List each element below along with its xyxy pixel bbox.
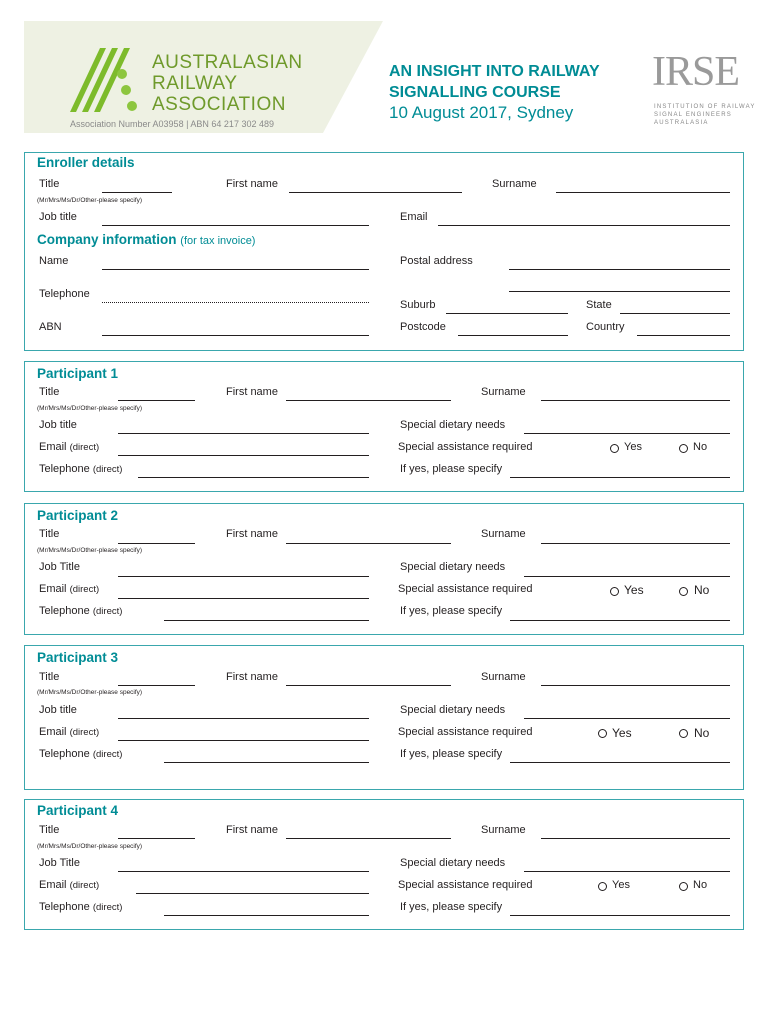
- participant-1-specify-field[interactable]: [510, 477, 730, 478]
- participant-3-no-label: No: [694, 726, 710, 740]
- participant-2-yes-radio[interactable]: [610, 587, 619, 596]
- participant-3-job-title-label: Job title: [39, 704, 77, 716]
- participant-2-dietary-field[interactable]: [524, 576, 730, 577]
- company-heading-text: Company information: [37, 232, 177, 247]
- participant-1-surname-label: Surname: [481, 386, 526, 398]
- country-field[interactable]: [637, 335, 730, 336]
- participant-3-surname-field[interactable]: [541, 685, 730, 686]
- participant-3-specify-field[interactable]: [510, 762, 730, 763]
- participant-4-section: [24, 799, 744, 930]
- participant-1-yes-radio[interactable]: [610, 444, 619, 453]
- participant-3-dietary-label: Special dietary needs: [400, 704, 506, 716]
- enroller-surname-label: Surname: [492, 178, 537, 190]
- state-field[interactable]: [620, 313, 730, 314]
- participant-4-phone-field[interactable]: [164, 915, 369, 916]
- participant-4-surname-label: Surname: [481, 824, 526, 836]
- participant-3-no-radio[interactable]: [679, 729, 688, 738]
- participant-2-job-title-field[interactable]: [118, 576, 369, 577]
- participant-1-heading: Participant 1: [37, 366, 119, 381]
- course-title-line-2: SIGNALLING COURSE: [389, 84, 561, 101]
- participant-1-email-label: [39, 441, 99, 453]
- participant-3-first-name-label: First name: [226, 671, 278, 683]
- participant-4-phone-text: Telephone: [39, 901, 90, 913]
- irse-sub-line-3: AUSTRALASIA: [654, 120, 709, 126]
- participant-2-email-label: [39, 583, 99, 595]
- participant-2-email-field[interactable]: [118, 598, 369, 599]
- postcode-field[interactable]: [458, 335, 568, 336]
- participant-4-assistance-label: Special assistance required: [398, 879, 533, 891]
- participant-1-title-field[interactable]: [118, 400, 195, 401]
- participant-4-job-title-label: Job Title: [39, 857, 80, 869]
- irse-sub-line-2: SIGNAL ENGINEERS: [654, 112, 732, 118]
- participant-3-email-note: (direct): [69, 727, 100, 738]
- enroller-first-name-field[interactable]: [289, 192, 462, 193]
- participant-1-job-title-field[interactable]: [118, 433, 369, 434]
- participant-4-dietary-label: Special dietary needs: [400, 857, 506, 869]
- participant-1-job-title-label: Job title: [39, 419, 77, 431]
- participant-4-email-label: [39, 879, 99, 891]
- participant-4-first-name-field[interactable]: [286, 838, 451, 839]
- enroller-email-field[interactable]: [438, 225, 730, 226]
- ara-logo-mark: [66, 44, 146, 116]
- participant-2-phone-text: Telephone: [39, 605, 90, 617]
- company-name-label: Name: [39, 255, 69, 267]
- company-heading: [37, 232, 255, 247]
- participant-4-title-hint: (Mr/Mrs/Ms/Dr/Other-please specify): [37, 843, 143, 850]
- participant-3-phone-text: Telephone: [39, 748, 90, 760]
- postal-address-field[interactable]: [509, 269, 730, 270]
- participant-4-job-title-field[interactable]: [118, 871, 369, 872]
- participant-3-email-label: [39, 726, 99, 738]
- participant-3-yes-label: Yes: [612, 726, 632, 740]
- participant-3-title-label: Title: [39, 671, 60, 683]
- participant-1-email-note: (direct): [69, 442, 100, 453]
- participant-1-specify-label: If yes, please specify: [400, 463, 503, 475]
- course-title: [389, 61, 600, 103]
- participant-1-surname-field[interactable]: [541, 400, 730, 401]
- participant-3-job-title-field[interactable]: [118, 718, 369, 719]
- participant-4-no-radio[interactable]: [679, 882, 688, 891]
- country-label: Country: [586, 321, 625, 333]
- participant-4-title-label: Title: [39, 824, 60, 836]
- enroller-email-label: Email: [400, 211, 428, 223]
- company-telephone-field[interactable]: [102, 302, 369, 303]
- abn-label: ABN: [39, 321, 62, 333]
- participant-3-surname-label: Surname: [481, 671, 526, 683]
- participant-3-phone-note: (direct): [92, 749, 123, 760]
- participant-2-first-name-field[interactable]: [286, 543, 451, 544]
- participant-4-surname-field[interactable]: [541, 838, 730, 839]
- participant-4-first-name-label: First name: [226, 824, 278, 836]
- enroller-title-field[interactable]: [102, 192, 172, 193]
- participant-1-email-field[interactable]: [118, 455, 369, 456]
- irse-logo: IRSE: [652, 49, 740, 95]
- participant-1-first-name-label: First name: [226, 386, 278, 398]
- course-date: 10 August 2017, Sydney: [389, 103, 574, 122]
- participant-2-surname-field[interactable]: [541, 543, 730, 544]
- participant-2-specify-label: If yes, please specify: [400, 605, 503, 617]
- participant-1-email-text: Email: [39, 441, 67, 453]
- participant-3-assistance-label: Special assistance required: [398, 726, 533, 738]
- association-number: Association Number A03958 | ABN 64 217 302 489: [70, 119, 274, 129]
- participant-4-heading: Participant 4: [37, 803, 119, 818]
- participant-1-title-hint: (Mr/Mrs/Ms/Dr/Other-please specify): [37, 405, 143, 412]
- participant-2-dietary-label: Special dietary needs: [400, 561, 506, 573]
- participant-3-phone-label: [39, 748, 122, 760]
- participant-2-assistance-label: Special assistance required: [398, 583, 533, 595]
- enroller-section: [24, 152, 744, 351]
- logo-line-3: ASSOCIATION: [152, 94, 286, 115]
- enroller-first-name-label: First name: [226, 178, 278, 190]
- participant-2-section: [24, 503, 744, 635]
- abn-field[interactable]: [102, 335, 369, 336]
- participant-4-specify-label: If yes, please specify: [400, 901, 503, 913]
- participant-2-title-hint: (Mr/Mrs/Ms/Dr/Other-please specify): [37, 547, 143, 554]
- participant-3-email-field[interactable]: [118, 740, 369, 741]
- participant-3-first-name-field[interactable]: [286, 685, 451, 686]
- participant-4-title-field[interactable]: [118, 838, 195, 839]
- postal-address-field-2[interactable]: [509, 291, 730, 292]
- postcode-label: Postcode: [400, 321, 446, 333]
- participant-1-phone-field[interactable]: [138, 477, 369, 478]
- participant-3-dietary-field[interactable]: [524, 718, 730, 719]
- suburb-field[interactable]: [446, 313, 568, 314]
- logo-line-2: RAILWAY: [152, 73, 238, 94]
- participant-1-assistance-label: Special assistance required: [398, 441, 533, 453]
- participant-2-email-note: (direct): [69, 584, 100, 595]
- participant-4-no-label: No: [693, 879, 708, 891]
- participant-1-phone-note: (direct): [92, 464, 123, 475]
- participant-4-dietary-field[interactable]: [524, 871, 730, 872]
- course-title-line-1: AN INSIGHT INTO RAILWAY: [389, 63, 600, 80]
- participant-2-job-title-label: Job Title: [39, 561, 80, 573]
- participant-1-no-label: No: [693, 441, 708, 453]
- participant-1-first-name-field[interactable]: [286, 400, 451, 401]
- company-name-field[interactable]: [102, 269, 369, 270]
- participant-1-no-radio[interactable]: [679, 444, 688, 453]
- participant-2-no-label: No: [694, 583, 710, 597]
- participant-1-section: [24, 361, 744, 492]
- company-telephone-label: Telephone: [39, 288, 90, 300]
- participant-2-phone-label: [39, 605, 122, 617]
- participant-4-phone-label: [39, 901, 122, 913]
- company-heading-note: (for tax invoice): [180, 235, 256, 247]
- participant-4-phone-note: (direct): [92, 902, 123, 913]
- postal-address-label: Postal address: [400, 255, 473, 267]
- participant-2-title-label: Title: [39, 528, 60, 540]
- participant-3-title-field[interactable]: [118, 685, 195, 686]
- participant-2-email-text: Email: [39, 583, 67, 595]
- participant-2-title-field[interactable]: [118, 543, 195, 544]
- participant-2-no-radio[interactable]: [679, 587, 688, 596]
- participant-3-specify-label: If yes, please specify: [400, 748, 503, 760]
- participant-3-title-hint: (Mr/Mrs/Ms/Dr/Other-please specify): [37, 689, 143, 696]
- participant-3-yes-radio[interactable]: [598, 729, 607, 738]
- participant-4-yes-radio[interactable]: [598, 882, 607, 891]
- participant-4-email-field[interactable]: [136, 893, 369, 894]
- participant-4-yes-label: Yes: [612, 879, 630, 891]
- participant-1-phone-label: [39, 463, 122, 475]
- logo-line-1: AUSTRALASIAN: [152, 52, 303, 73]
- participant-2-first-name-label: First name: [226, 528, 278, 540]
- participant-1-title-label: Title: [39, 386, 60, 398]
- enroller-job-title-label: Job title: [39, 211, 77, 223]
- enroller-title-hint: (Mr/Mrs/Ms/Dr/Other-please specify): [37, 197, 143, 204]
- participant-2-surname-label: Surname: [481, 528, 526, 540]
- enroller-heading: Enroller details: [37, 155, 135, 170]
- participant-4-specify-field[interactable]: [510, 915, 730, 916]
- participant-2-yes-label: Yes: [624, 583, 644, 597]
- enroller-title-label: Title: [39, 178, 60, 190]
- suburb-label: Suburb: [400, 299, 436, 311]
- enroller-surname-field[interactable]: [556, 192, 730, 193]
- enroller-job-title-field[interactable]: [102, 225, 369, 226]
- participant-1-yes-label: Yes: [624, 441, 642, 453]
- participant-3-phone-field[interactable]: [164, 762, 369, 763]
- participant-1-dietary-label: Special dietary needs: [400, 419, 506, 431]
- state-label: State: [586, 299, 612, 311]
- participant-1-phone-text: Telephone: [39, 463, 90, 475]
- participant-2-heading: Participant 2: [37, 508, 119, 523]
- participant-4-email-text: Email: [39, 879, 67, 891]
- participant-3-heading: Participant 3: [37, 650, 119, 665]
- participant-4-email-note: (direct): [69, 880, 100, 891]
- participant-2-phone-field[interactable]: [164, 620, 369, 621]
- participant-2-phone-note: (direct): [92, 606, 123, 617]
- participant-1-dietary-field[interactable]: [524, 433, 730, 434]
- irse-sub-line-1: INSTITUTION OF RAILWAY: [654, 104, 756, 110]
- participant-2-specify-field[interactable]: [510, 620, 730, 621]
- participant-3-email-text: Email: [39, 726, 67, 738]
